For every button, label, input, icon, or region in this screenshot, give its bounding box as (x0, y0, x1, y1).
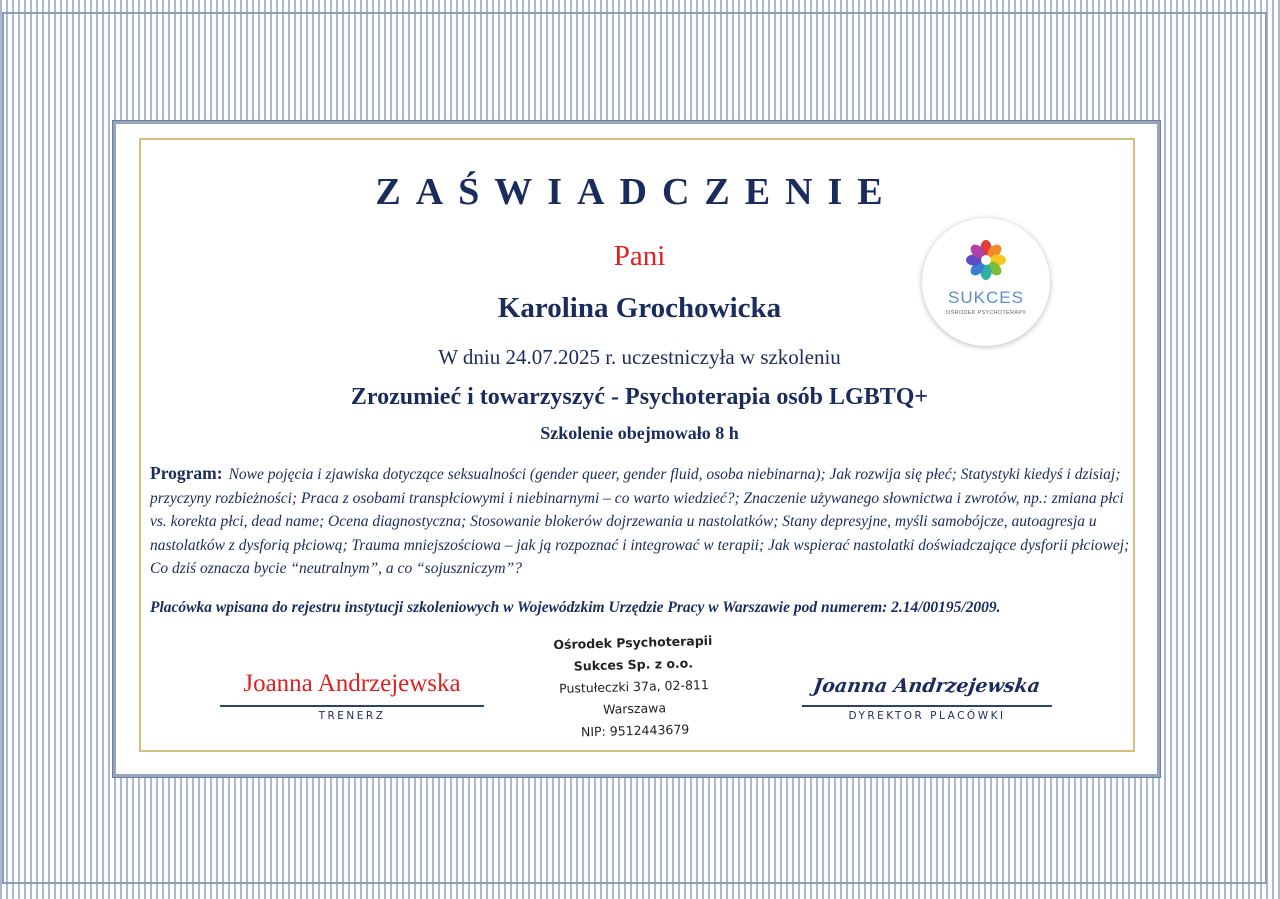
course-title: Zrozumieć i towarzyszyć - Psychoterapia osób LGBTQ+ (350, 384, 929, 410)
program-description (150, 462, 1130, 581)
logo-subtitle: OŚRODEK PSYCHOTERAPII (946, 310, 1026, 316)
director-signature: Joanna Andrzejewska (811, 675, 1042, 697)
stamp-line-3: Pustułeczki 37a, 02-811 Warszawa (558, 677, 710, 717)
rainbow-flower-icon (964, 238, 1008, 282)
participation-text: W dniu 24.07.2025 r. uczestniczyła w szkoleniu (438, 345, 841, 369)
trainer-signature-line (220, 705, 484, 707)
certificate-card (113, 121, 1160, 777)
stamp-line-2: Sukces Sp. z o.o. (573, 655, 694, 674)
stamp-line-1: Ośrodek Psychoterapii (553, 632, 713, 653)
program-label: Program: (150, 463, 223, 483)
registry-note: Placówka wpisana do rejestru instytucji szkoleniowych w Wojewódzkim Urzędzie Pracy w Warszawie pod numerem: 2.14/00195/2009. (150, 599, 1001, 616)
stamp-line-4: NIP: 9512443679 (580, 721, 690, 740)
director-signature-block (802, 667, 1052, 722)
trainer-name: Joanna Andrzejewska (243, 670, 461, 697)
company-stamp (533, 629, 736, 744)
participant-name: Karolina Grochowicka (497, 292, 782, 324)
trainer-role: TRENERZ (318, 710, 386, 722)
logo-name: SUKCES (948, 288, 1024, 307)
certificate-title: ZAŚWIADCZENIE (375, 171, 898, 213)
training-hours: Szkolenie obejmowało 8 h (540, 423, 739, 443)
sukces-logo (922, 218, 1050, 346)
director-signature-line (802, 705, 1052, 707)
director-role: DYREKTOR PLACÓWKI (848, 710, 1006, 722)
program-text: Nowe pojęcia i zjawiska dotyczące seksualności (gender queer, gender fluid, osoba niebinarna); Jak rozwija się płeć; Statystyki kiedyś i dzisiaj; przyczyny rozbieżności; Praca z osobami transpłciowymi i niebinarnymi – co warto wiedzieć?; Znaczenie używanego słownictwa i zwrotów, np.: zmiana płci vs. korekta płci, dead name; Ocena diagnostyczna; Stosowanie blokerów dojrzewania u nastolatków; Stany depresyjne, myśli samobójcze, autoagresja u nastolatków z dysforią płciową; Trauma mniejszościowa – jak ją rozpoznać i integrować w terapii; Jak wspierać nastolatki doświadczające dysforii płciowej; Co dziś oznacza bycie “neutralnym”, a co “sojuszniczym”? (150, 466, 1130, 577)
salutation: Pani (613, 240, 666, 272)
trainer-signature-block (220, 667, 484, 722)
